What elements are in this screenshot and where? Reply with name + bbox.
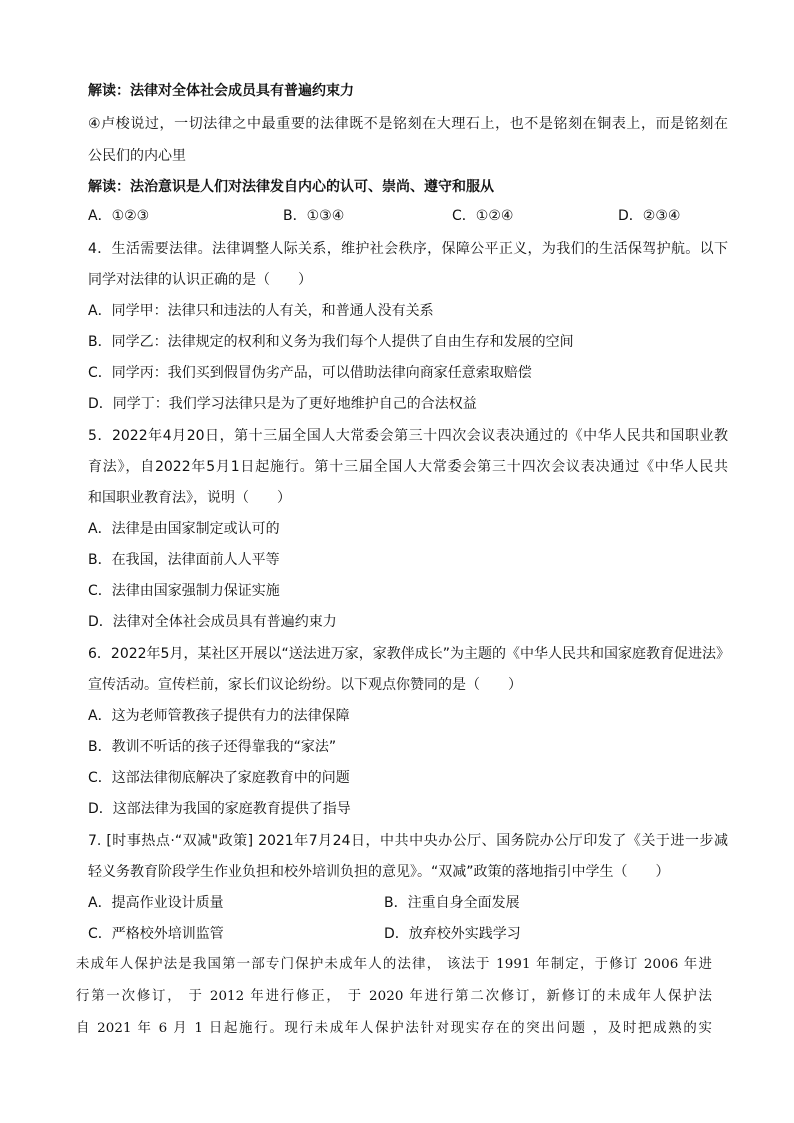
q6-option-c: C．这部法律彻底解决了家庭教育中的问题	[88, 770, 350, 786]
q4-stem-line-1: 4．生活需要法律。法律调整人际关系，维护社会秩序，保障公平正义，为我们的生活保驾护航。以下	[88, 241, 728, 257]
q4-option-c: C．同学丙：我们买到假冒伪劣产品，可以借助法律向商家任意索取赔偿	[88, 365, 532, 381]
q5-stem-line-3: 和国职业教育法》，说明（ ）	[88, 490, 291, 506]
q6-option-a: A．这为老师管教孩子提供有力的法律保障	[88, 708, 350, 724]
statement-4-line-2: 公民们的内心里	[88, 148, 186, 164]
q6-option-d: D．这部法律为我国的家庭教育提供了指导	[88, 801, 351, 817]
q6-stem-line-2: 宣传活动。宣传栏前，家长们议论纷纷。以下观点你赞同的是（ ）	[88, 677, 522, 693]
q5-option-a: A．法律是由国家制定或认可的	[88, 521, 280, 537]
q7-option-d: D．放弃校外实践学习	[384, 926, 521, 942]
q7-stem-line-1: 7. [时事热点·“双减"政策] 2021年7月24日，中共中央办公厅、国务院办公厅印发了《关于进一步减	[88, 833, 728, 849]
q4-stem-line-2: 同学对法律的认识正确的是（ ）	[88, 272, 312, 288]
passage-line-3: 自 2021 年 6 月 1 日起施行。现行未成年人保护法针对现实存在的突出问题 ，及时把成熟的实	[76, 1021, 712, 1036]
q4-option-b: B．同学乙：法律规定的权利和义务为我们每个人提供了自由生存和发展的空间	[88, 334, 574, 350]
q3-option-d: D．②③④	[618, 208, 681, 224]
q4-option-d: D．同学丁：我们学习法律只是为了更好地维护自己的合法权益	[88, 396, 477, 412]
q5-option-b: B．在我国，法律面前人人平等	[88, 552, 280, 568]
q7-stem-line-2: 轻义务教育阶段学生作业负担和校外培训负担的意见》。“双减”政策的落地指引中学生（ ）	[88, 864, 670, 880]
passage-line-2: 行第一次修订， 于 2012 年进行修正， 于 2020 年进行第二次修订，新修订的未成年人保护法	[76, 989, 712, 1004]
q7-option-b: B．注重自身全面发展	[384, 895, 520, 911]
interpretation-line-1: 解读：法律对全体社会成员具有普遍约束力	[88, 83, 354, 99]
statement-4-line-1: ④卢梭说过，一切法律之中最重要的法律既不是铭刻在大理石上，也不是铭刻在铜表上，而是铭刻在	[88, 116, 728, 132]
q5-stem-line-1: 5．2022年4月20日，第十三届全国人大常委会第三十四次会议表决通过的《中华人民共和国职业教	[88, 428, 728, 444]
interpretation-line-2: 解读：法治意识是人们对法律发自内心的认可、崇尚、遵守和服从	[88, 179, 494, 195]
q7-option-c: C．严格校外培训监管	[88, 926, 224, 942]
q6-stem-line-1: 6．2022年5月，某社区开展以“送法进万家，家教伴成长”为主题的《中华人民共和国家庭教育促进法》	[88, 646, 730, 662]
q6-option-b: B．教训不听话的孩子还得靠我的“家法”	[88, 739, 337, 755]
q3-option-c: C．①②④	[452, 208, 514, 224]
q3-option-a: A．①②③	[88, 208, 150, 224]
q5-option-c: C．法律由国家强制力保证实施	[88, 583, 280, 599]
passage-line-1: 未成年人保护法是我国第一部专门保护未成年人的法律， 该法于 1991 年制定，于修订 2006 年进	[76, 957, 712, 972]
q7-option-a: A．提高作业设计质量	[88, 895, 224, 911]
q5-stem-line-2: 育法》，自2022年5月1日起施行。第十三届全国人大常委会第三十四次会议表决通过《中华人民共	[88, 459, 728, 475]
q5-option-d: D．法律对全体社会成员具有普遍约束力	[88, 614, 337, 630]
q3-option-b: B．①③④	[283, 208, 345, 224]
q4-option-a: A．同学甲：法律只和违法的人有关，和普通人没有关系	[88, 303, 434, 319]
